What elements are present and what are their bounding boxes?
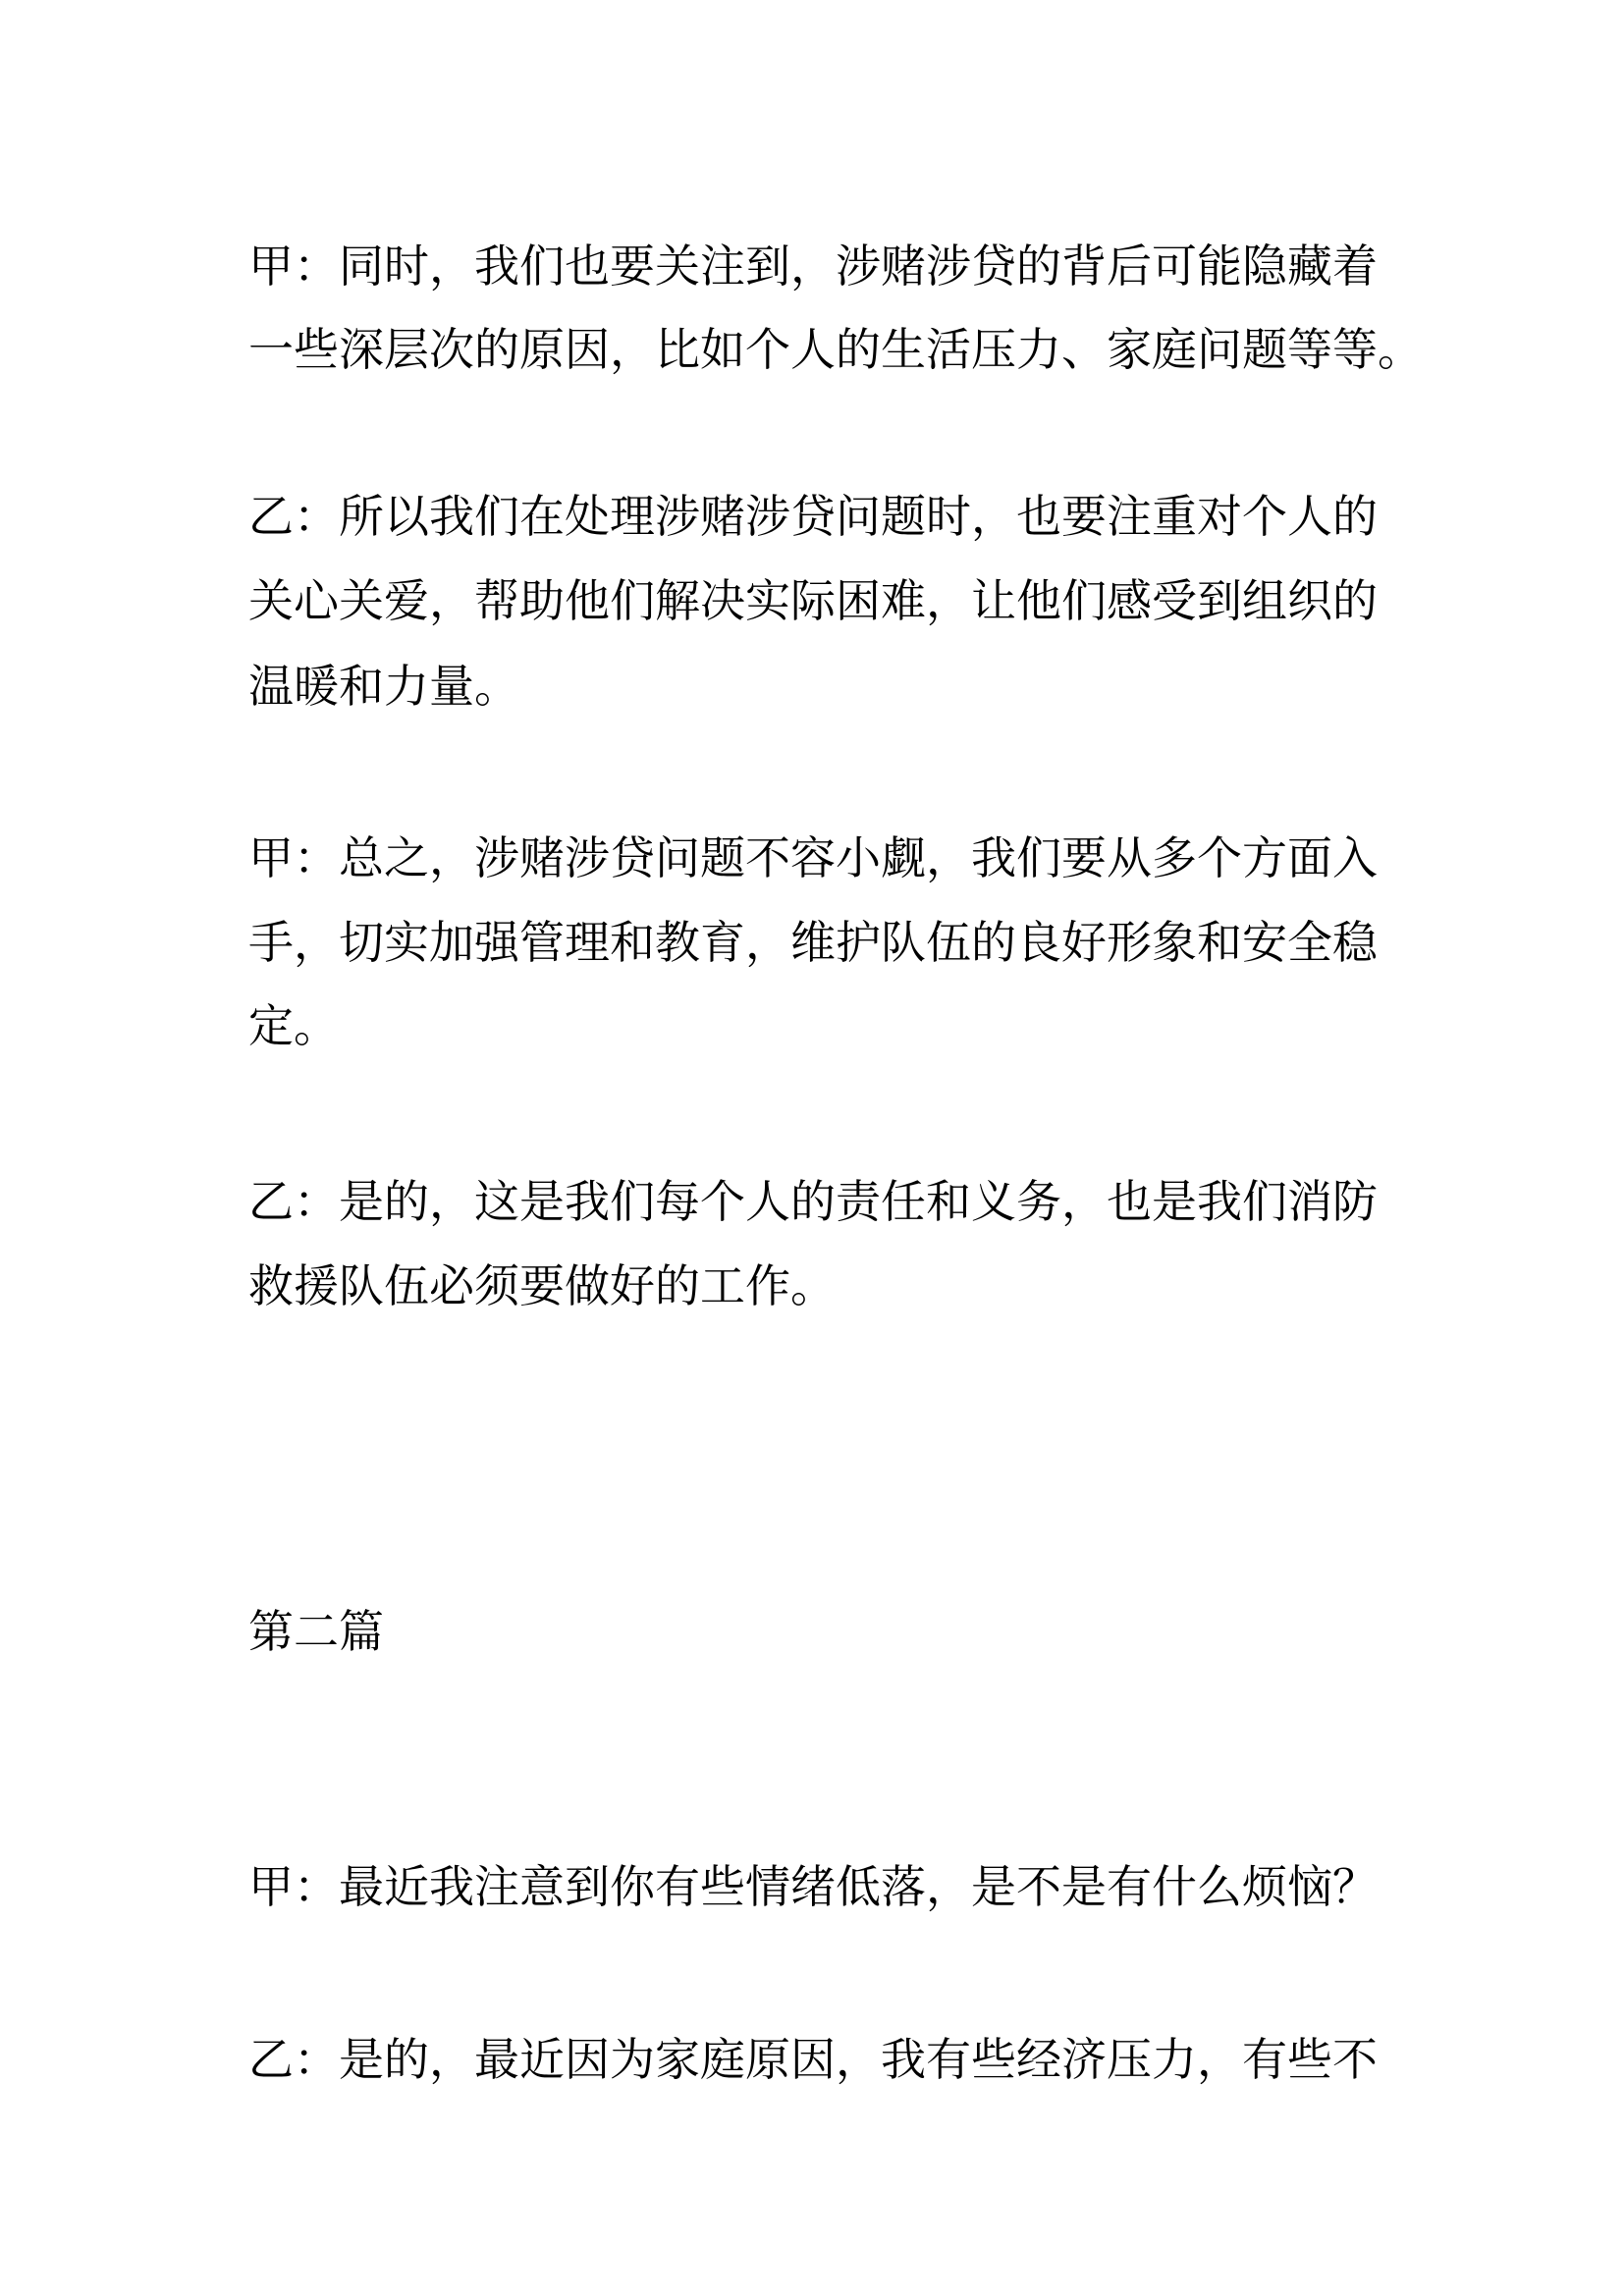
paragraph-line: 一些深层次的原因，比如个人的生活压力、家庭问题等等。 [248, 323, 1423, 376]
section-heading: 第二篇 [248, 1605, 384, 1658]
paragraph-line: 甲：同时，我们也要关注到，涉赌涉贷的背后可能隐藏着 [248, 240, 1378, 293]
paragraph-line: 定。 [248, 999, 339, 1052]
paragraph-line: 乙：是的，这是我们每个人的责任和义务，也是我们消防 [248, 1175, 1378, 1228]
paragraph-line: 温暖和力量。 [248, 660, 519, 713]
paragraph-line: 救援队伍必须要做好的工作。 [248, 1259, 836, 1312]
paragraph-line: 乙：所以我们在处理涉赌涉贷问题时，也要注重对个人的 [248, 490, 1378, 543]
paragraph-line: 手，切实加强管理和教育，维护队伍的良好形象和安全稳 [248, 916, 1378, 969]
paragraph-line: 乙：是的，最近因为家庭原因，我有些经济压力，有些不 [248, 2033, 1378, 2086]
paragraph-line: 甲：最近我注意到你有些情绪低落，是不是有什么烦恼？ [248, 1860, 1378, 1913]
paragraph-line: 甲：总之，涉赌涉贷问题不容小觑，我们要从多个方面入 [248, 831, 1378, 884]
paragraph-line: 关心关爱，帮助他们解决实际困难，让他们感受到组织的 [248, 574, 1378, 627]
